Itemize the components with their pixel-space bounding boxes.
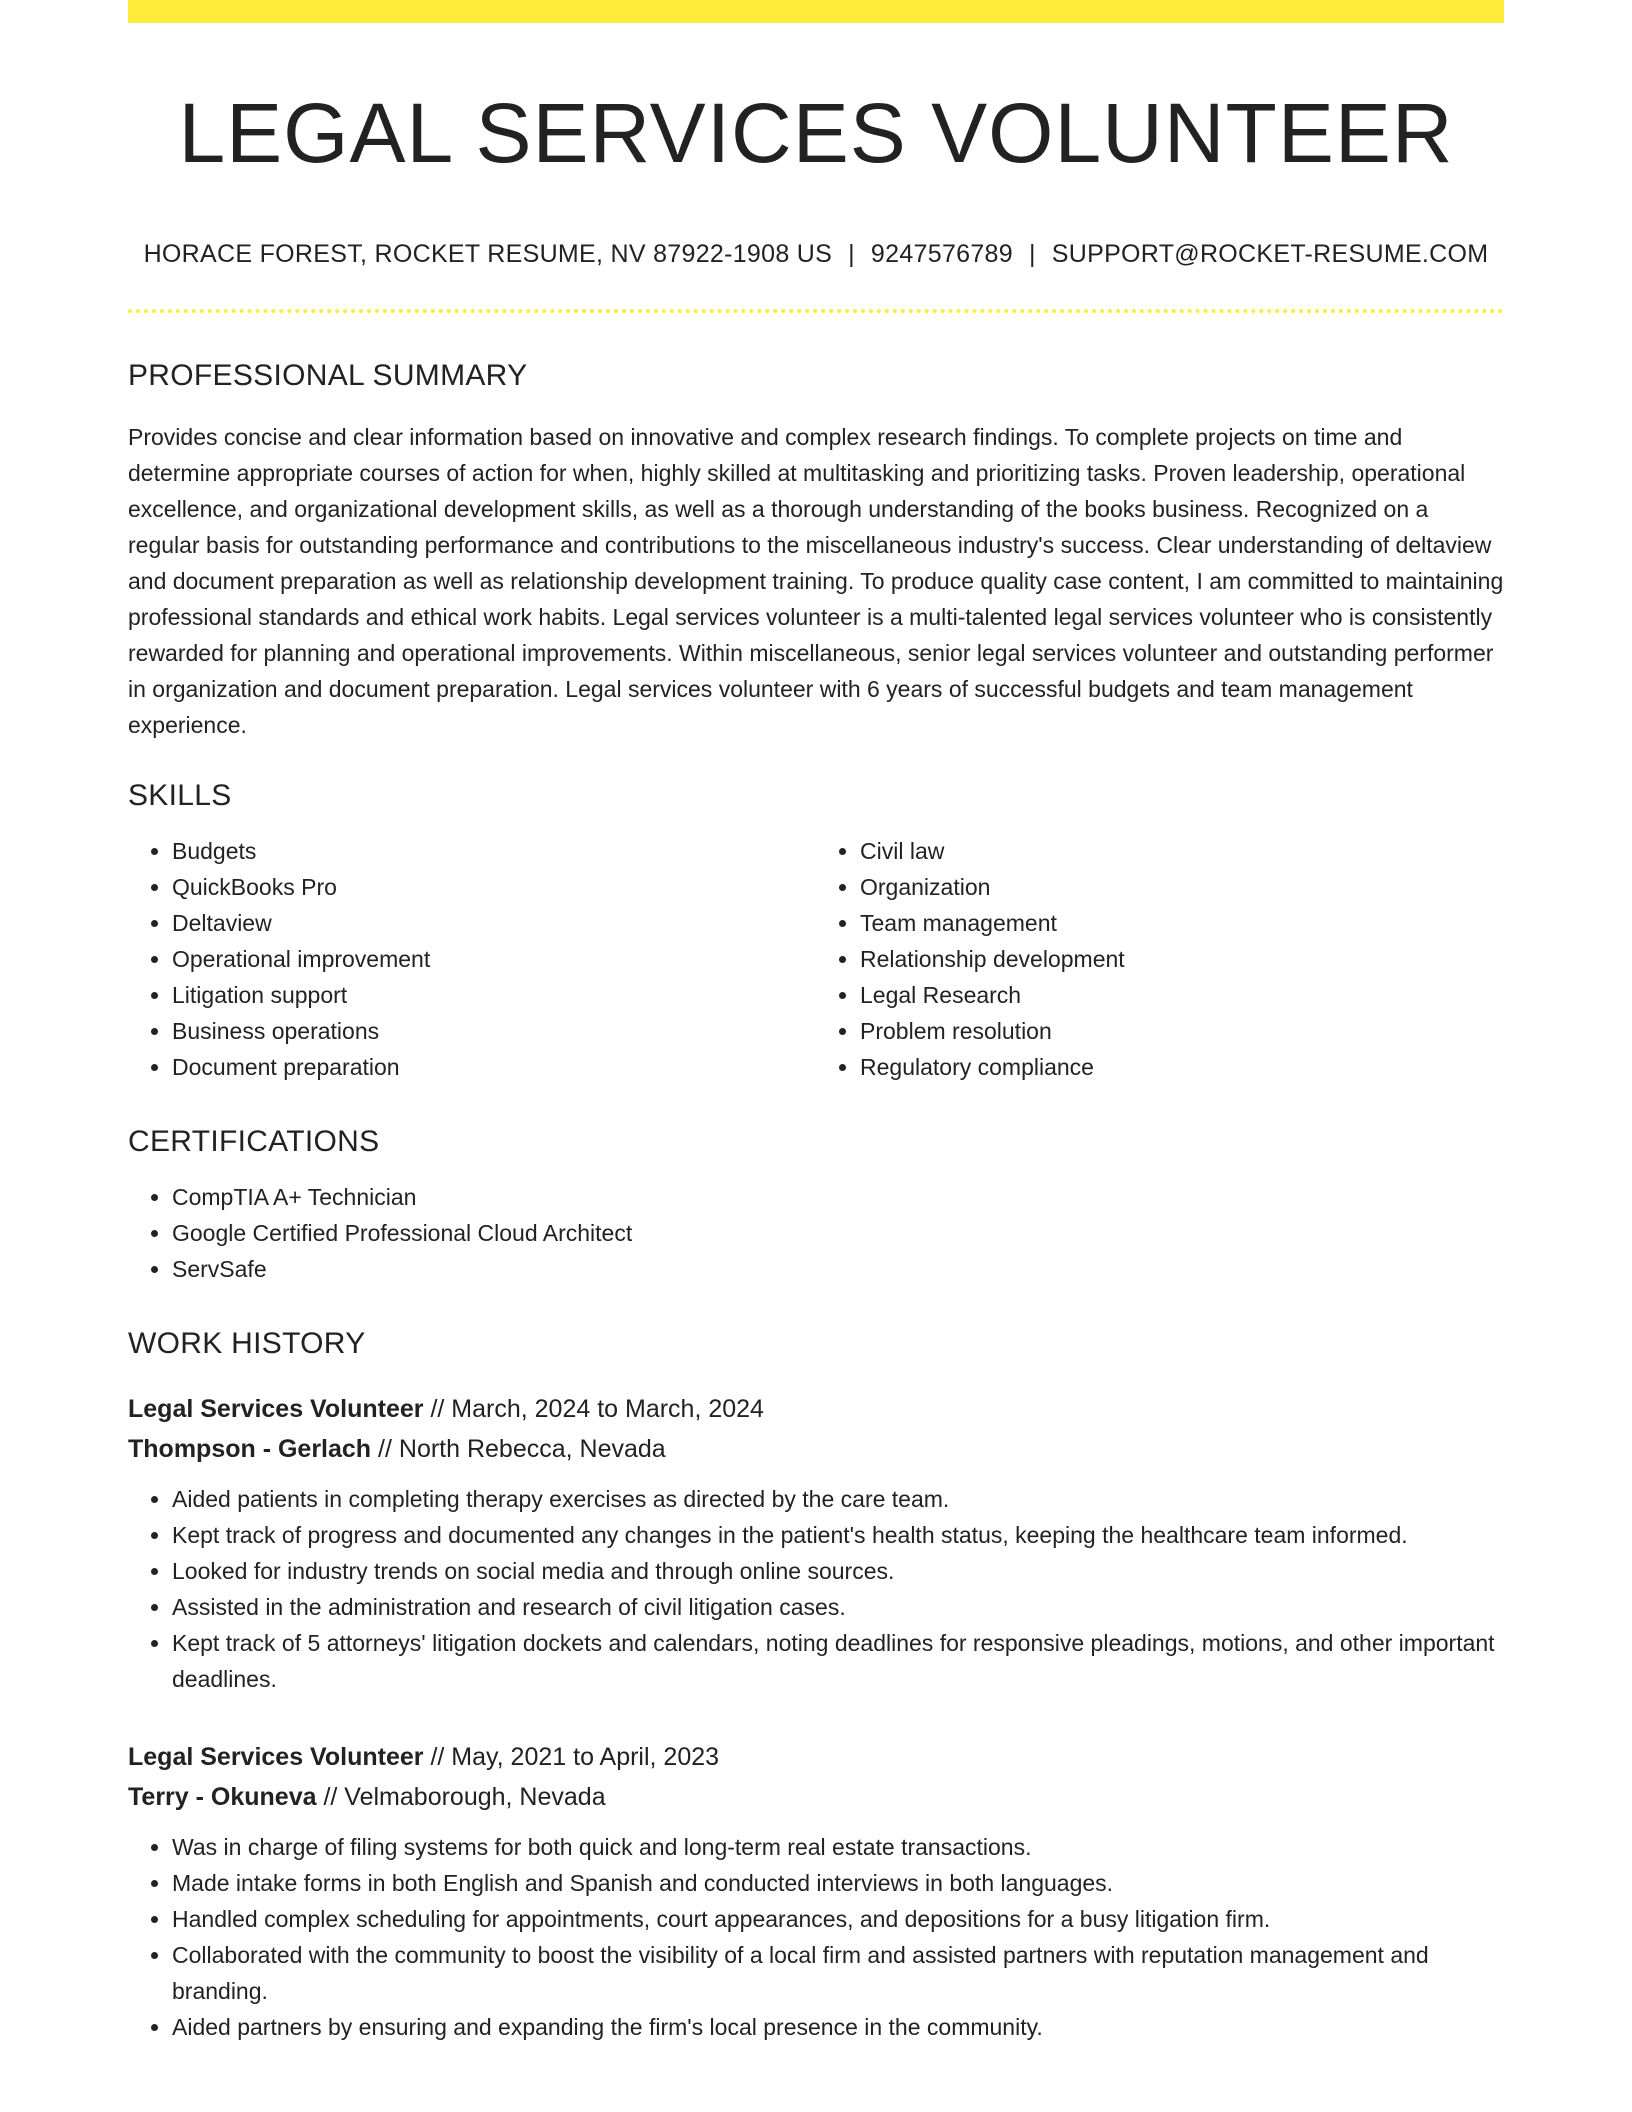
skill-item: • Budgets <box>172 833 816 869</box>
job-company: Thompson - Gerlach <box>128 1434 372 1463</box>
job-title: Legal Services Volunteer <box>128 1742 424 1771</box>
job-title-line <box>128 1389 1504 1429</box>
job-bullet: • Aided partners by ensuring and expanding the firm's local presence in the community. <box>172 2009 1504 2045</box>
certifications-list <box>128 1179 1504 1287</box>
skills-list-right <box>816 833 1504 1085</box>
job-location: // Velmaborough, Nevada <box>323 1782 606 1811</box>
job-bullet: • Kept track of progress and documented any changes in the patient's health status, keeping the healthcare team informed. <box>172 1517 1504 1553</box>
dotted-divider <box>128 309 1504 313</box>
skill-item: • Legal Research <box>860 977 1504 1013</box>
job-location: // North Rebecca, Nevada <box>378 1434 666 1463</box>
accent-top-bar <box>128 0 1504 23</box>
job-title: Legal Services Volunteer <box>128 1394 424 1423</box>
job-bullet: • Aided patients in completing therapy exercises as directed by the care team. <box>172 1481 1504 1517</box>
job-entry <box>128 1737 1504 2045</box>
section-heading: SKILLS <box>128 778 232 812</box>
contact-phone: 9247576789 <box>870 239 1013 268</box>
contact-email: SUPPORT@ROCKET-RESUME.COM <box>1051 239 1489 268</box>
job-bullet: • Kept track of 5 attorneys' litigation dockets and calendars, noting deadlines for responsive pleadings, motions, and other important deadlines. <box>172 1625 1504 1697</box>
skills-column-right <box>816 833 1504 1085</box>
skills-section <box>128 779 1504 1085</box>
work-history-section <box>128 1327 1504 2045</box>
contact-line <box>128 240 1504 269</box>
skill-item: • Deltaview <box>172 905 816 941</box>
skill-item: • Operational improvement <box>172 941 816 977</box>
resume-title: LEGAL SERVICES VOLUNTEER <box>178 86 1454 180</box>
skills-column-left <box>128 833 816 1085</box>
job-bullet: • Assisted in the administration and research of civil litigation cases. <box>172 1589 1504 1625</box>
summary-text: Provides concise and clear information based on innovative and complex research findings. To complete projects on time and determine appropriate courses of action for when, highly skilled at multitasking and prioritizing tasks. Proven leadership, operational excellence, and organizational development skills, as well as a thorough understanding of the books business. Recognized on a regular basis for outstanding performance and contributions to the miscellaneous industry's success. Clear understanding of deltaview and document preparation as well as relationship development training. To produce quality case content, I am committed to maintaining professional standards and ethical work habits. Legal services volunteer is a multi-talented legal services volunteer who is consistently rewarded for planning and operational improvements. Within miscellaneous, senior legal services volunteer and outstanding performer in organization and document preparation. Legal services volunteer with 6 years of successful budgets and team management experience. <box>128 423 1504 738</box>
job-bullet: • Handled complex scheduling for appointments, court appearances, and depositions for a busy litigation firm. <box>172 1901 1504 1937</box>
certification-item: • ServSafe <box>172 1251 1504 1287</box>
job-bullet: • Made intake forms in both English and Spanish and conducted interviews in both languages. <box>172 1865 1504 1901</box>
section-heading: PROFESSIONAL SUMMARY <box>128 358 528 392</box>
skill-item: • Problem resolution <box>860 1013 1504 1049</box>
skill-item: • Organization <box>860 869 1504 905</box>
job-title-line <box>128 1737 1504 1777</box>
certifications-section <box>128 1125 1504 1287</box>
skill-item: • Team management <box>860 905 1504 941</box>
skill-item: • Relationship development <box>860 941 1504 977</box>
job-company-line <box>128 1777 1504 1817</box>
skills-list-left <box>128 833 816 1085</box>
job-dates: // March, 2024 to March, 2024 <box>430 1394 764 1423</box>
job-bullet: • Collaborated with the community to boost the visibility of a local firm and assisted partners with reputation management and branding. <box>172 1937 1504 2009</box>
skills-grid <box>128 833 1504 1085</box>
resume-page <box>128 0 1504 2045</box>
contact-separator: | <box>848 239 855 268</box>
job-company: Terry - Okuneva <box>128 1782 317 1811</box>
job-dates: // May, 2021 to April, 2023 <box>430 1742 720 1771</box>
summary-section <box>128 359 1504 743</box>
job-bullet: • Was in charge of filing systems for both quick and long-term real estate transactions. <box>172 1829 1504 1865</box>
job-bullets <box>128 1829 1504 2045</box>
job-entry <box>128 1389 1504 1697</box>
skill-item: • Regulatory compliance <box>860 1049 1504 1085</box>
skill-item: • Litigation support <box>172 977 816 1013</box>
job-bullets <box>128 1481 1504 1697</box>
job-bullet: • Looked for industry trends on social media and through online sources. <box>172 1553 1504 1589</box>
job-company-line <box>128 1429 1504 1469</box>
section-heading: WORK HISTORY <box>128 1326 366 1360</box>
skill-item: • Business operations <box>172 1013 816 1049</box>
certification-item: • CompTIA A+ Technician <box>172 1179 1504 1215</box>
section-heading: CERTIFICATIONS <box>128 1124 380 1158</box>
contact-separator: | <box>1028 239 1036 268</box>
skill-item: • Document preparation <box>172 1049 816 1085</box>
skill-item: • Civil law <box>860 833 1504 869</box>
skill-item: • QuickBooks Pro <box>172 869 816 905</box>
contact-address: HORACE FOREST, ROCKET RESUME, NV 87922-1908 US <box>143 239 833 268</box>
certification-item: • Google Certified Professional Cloud Architect <box>172 1215 1504 1251</box>
